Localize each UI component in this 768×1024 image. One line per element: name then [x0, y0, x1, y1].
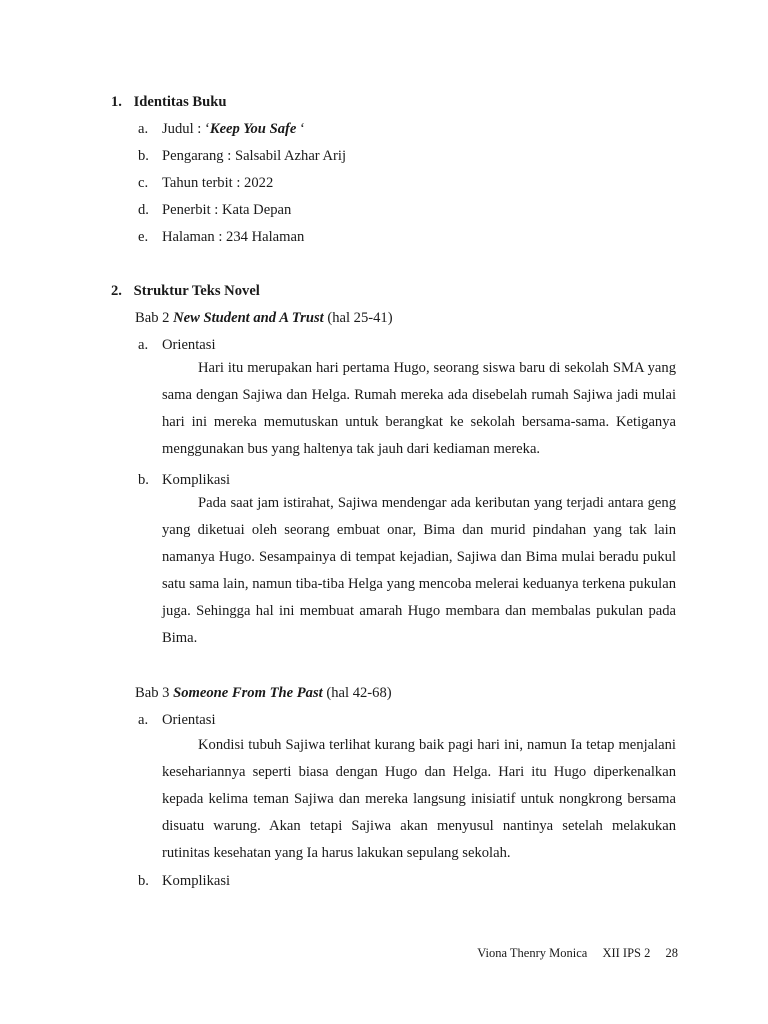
chapter-title: Someone From The Past: [173, 685, 323, 701]
part-letter: a.: [138, 712, 149, 728]
chapter-prefix: Bab 2: [135, 310, 174, 326]
pengarang-text: Pengarang : Salsabil Azhar Arij: [162, 148, 347, 164]
part-letter: b.: [138, 873, 149, 889]
part-label: Orientasi: [162, 712, 216, 728]
footer-class: XII IPS 2: [602, 946, 651, 960]
list-item-halaman: [138, 228, 305, 246]
part-letter: b.: [138, 472, 149, 488]
section2-number: 2.: [111, 283, 122, 299]
halaman-text: Halaman : 234 Halaman: [162, 229, 305, 245]
book-title: Keep You Safe: [209, 121, 297, 137]
chapter-title: New Student and A Trust: [173, 310, 324, 326]
chapter-pages: (hal 25-41): [323, 310, 393, 326]
page-footer: [477, 946, 678, 961]
section1-heading: Identitas Buku: [133, 94, 227, 110]
part-label: Komplikasi: [162, 873, 231, 889]
part-heading: [138, 336, 216, 354]
part-heading: [138, 872, 231, 890]
part-heading: [138, 711, 216, 729]
item-letter: d.: [138, 202, 149, 218]
penerbit-text: Penerbit : Kata Depan: [162, 202, 292, 218]
item-letter: e.: [138, 229, 149, 245]
item-letter: c.: [138, 175, 149, 191]
chapter-heading-bab2: [135, 309, 393, 327]
section1-number: 1.: [111, 94, 122, 110]
item-letter: b.: [138, 148, 149, 164]
chapter-heading-bab3: [135, 684, 392, 702]
paragraph-orientasi-bab2: Hari itu merupakan hari pertama Hugo, seorang siswa baru di sekolah SMA yang sama dengan Sajiwa dan Helga. Rumah mereka ada disebelah rumah Sajiwa jadi mulai hari ini mereka memutuskan untuk berangkat ke sekolah bersama-sama. Ketiganya menggunakan bus yang haltenya tak jauh dari kediaman mereka.: [162, 360, 676, 457]
page-number: 28: [665, 946, 678, 960]
paragraph-komplikasi-bab2: Pada saat jam istirahat, Sajiwa mendengar ada keributan yang terjadi antara geng yang diketuai oleh seorang embuat onar, Bima dan murid pindahan yang tak lain namanya Hugo. Sesampainya di tempat kejadian, Sajiwa dan Bima mulai beradu pukul satu sama lain, namun tiba-tiba Helga yang mencoba melerai keduanya terkena pukulan juga. Sehingga hal ini membuat amarah Hugo membara dan membalas pukulan pada Bima.: [162, 495, 676, 646]
chapter-prefix: Bab 3: [135, 685, 174, 701]
list-item-penerbit: [138, 201, 292, 219]
section1-heading-row: [111, 93, 226, 111]
judul-after: ‘: [296, 121, 305, 137]
judul-label: Judul : ‘: [162, 121, 210, 137]
section2-heading: Struktur Teks Novel: [133, 283, 260, 299]
list-item-tahun: [138, 174, 274, 192]
part-label: Komplikasi: [162, 472, 231, 488]
part-label: Orientasi: [162, 337, 216, 353]
part-letter: a.: [138, 337, 149, 353]
section2-heading-row: [111, 282, 260, 300]
tahun-text: Tahun terbit : 2022: [162, 175, 274, 191]
footer-author: Viona Thenry Monica: [477, 946, 588, 960]
chapter-pages: (hal 42-68): [322, 685, 392, 701]
paragraph-orientasi-bab3: Kondisi tubuh Sajiwa terlihat kurang baik pagi hari ini, namun Ia tetap menjalani kesehariannya seperti biasa dengan Hugo dan Helga. Hari itu Hugo diperkenalkan kepada kelima teman Sajiwa dan mereka langsung inisiatif untuk nongkrong bersama disuatu warung. Akan tetapi Sajiwa akan menyusul nantinya setelah melakukan rutinitas kesehatan yang Ia harus lakukan sepulang sekolah.: [162, 737, 676, 861]
item-letter: a.: [138, 121, 149, 137]
list-item-judul: [138, 120, 305, 138]
part-heading: [138, 471, 231, 489]
list-item-pengarang: [138, 147, 347, 165]
